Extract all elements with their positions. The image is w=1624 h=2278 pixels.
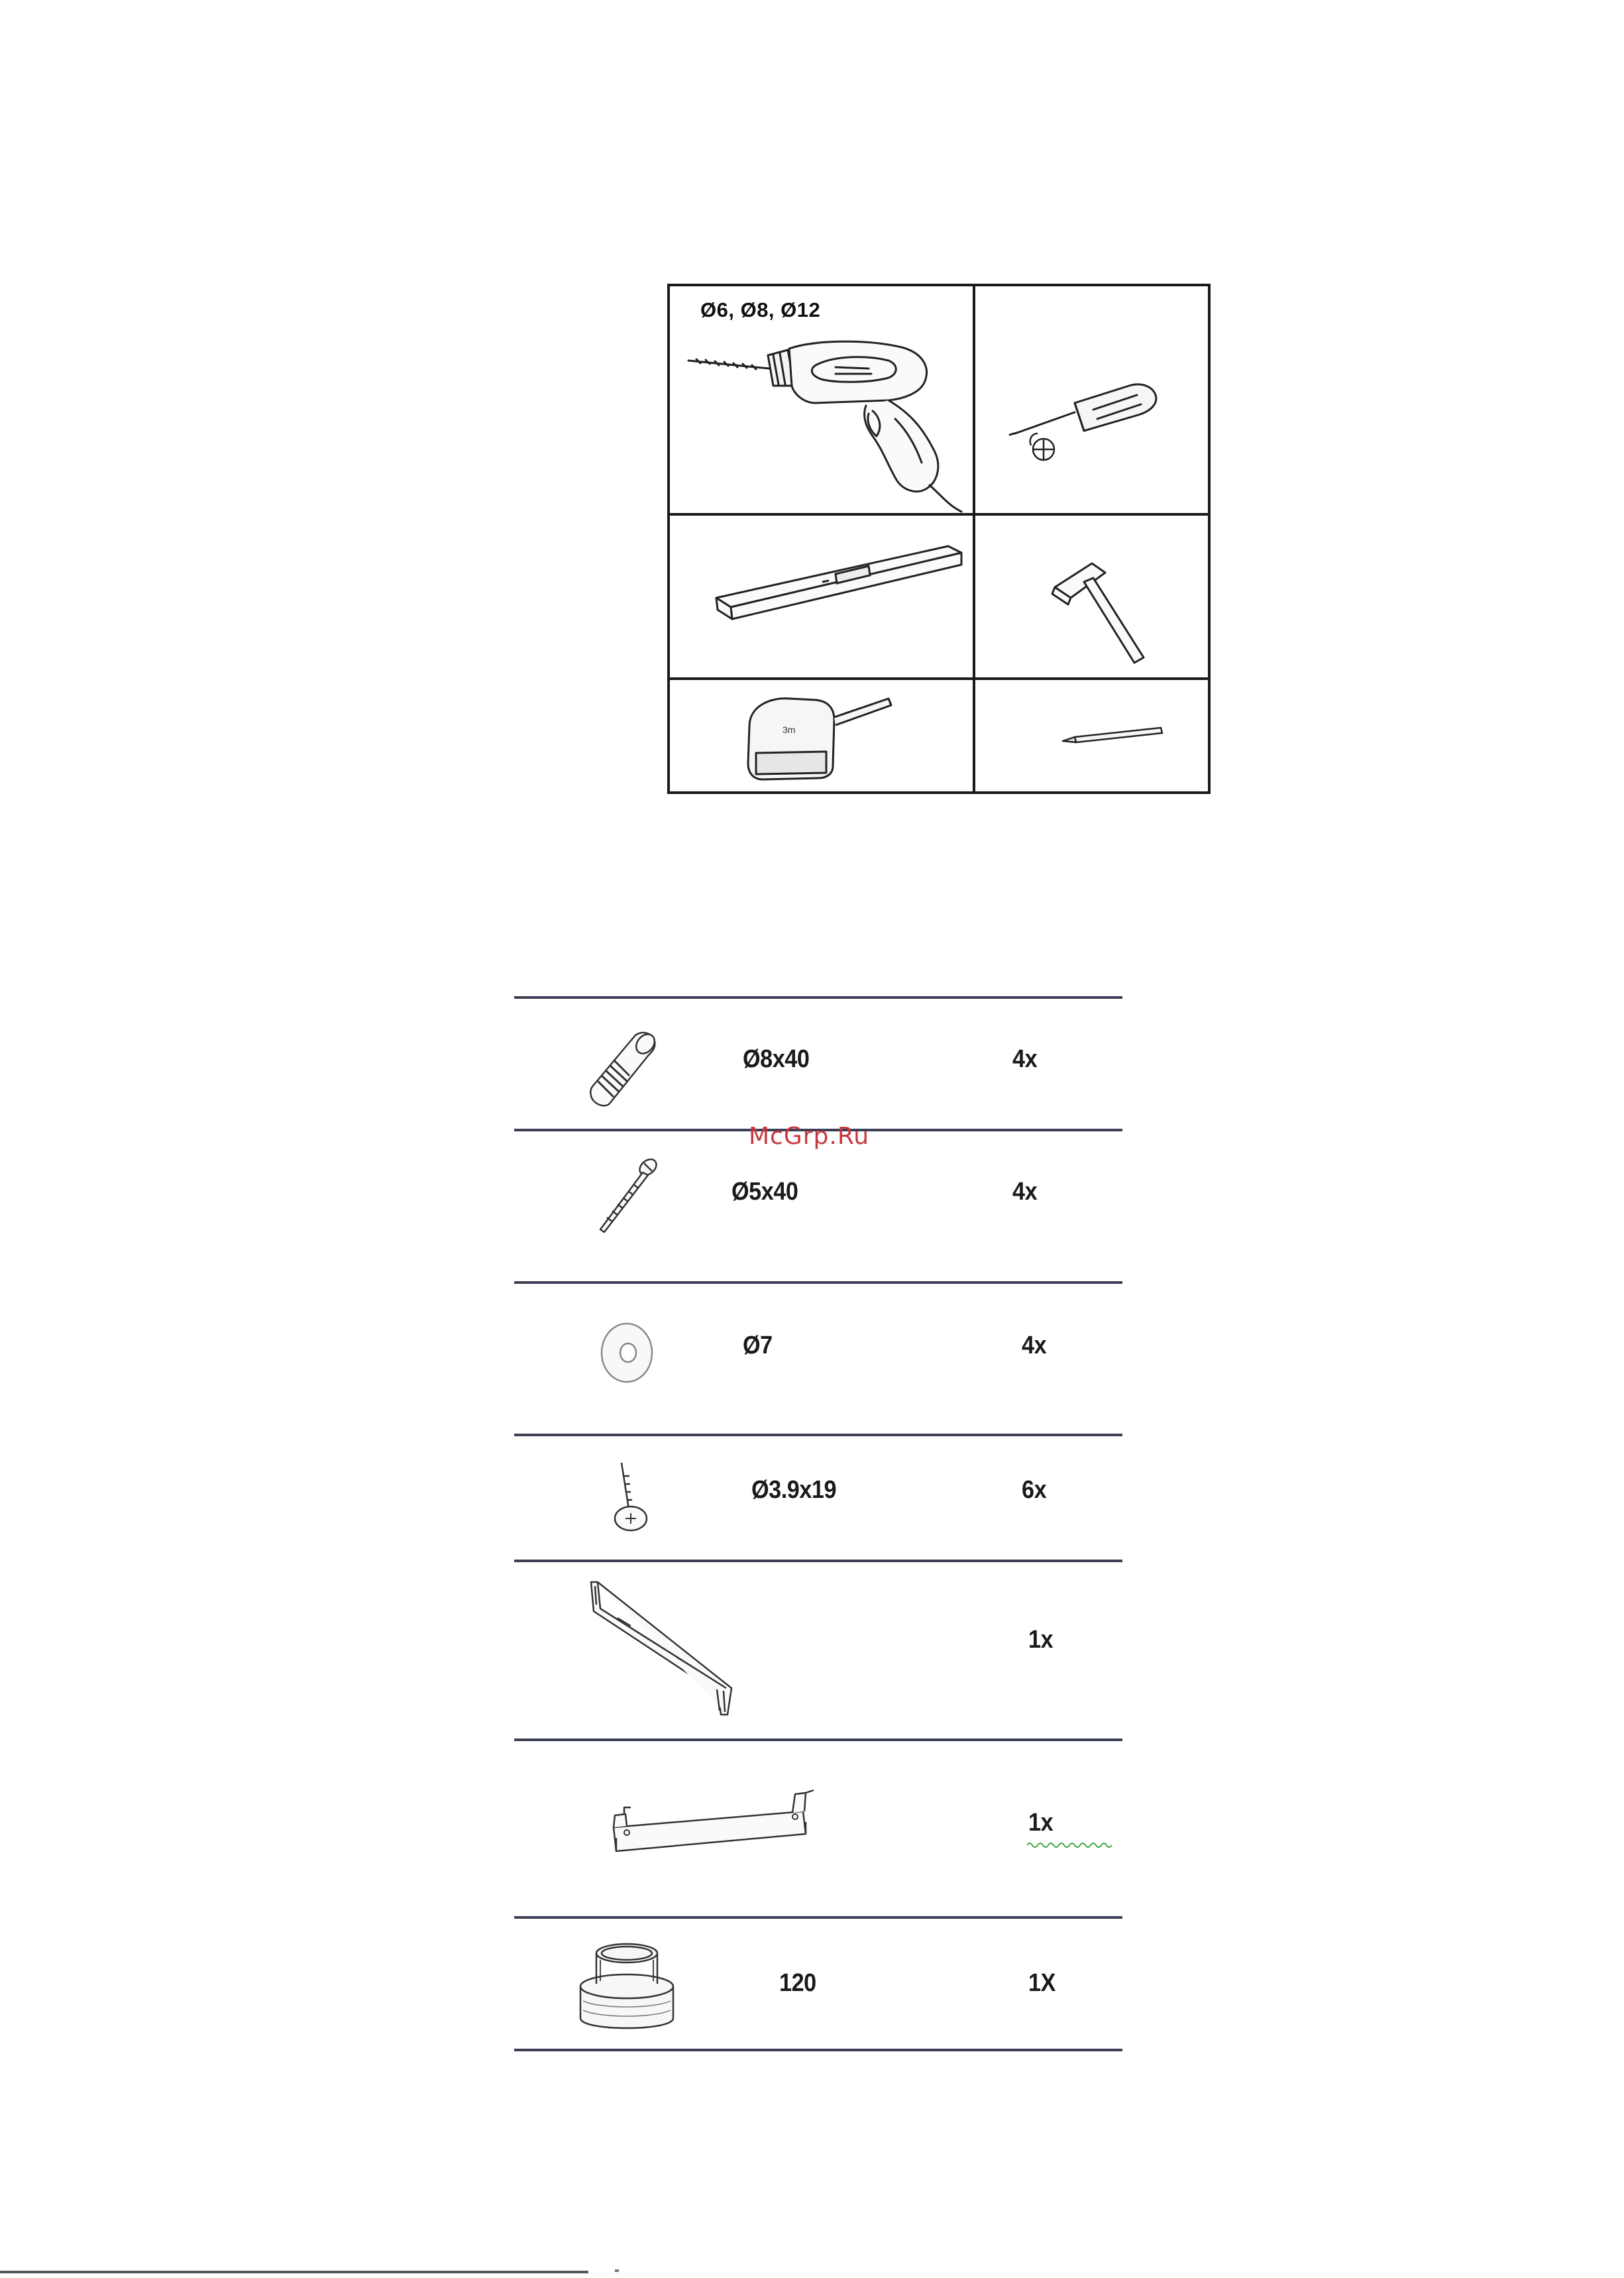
tool-cell-level [670, 516, 973, 677]
duct-adapter-icon [574, 1932, 680, 2045]
hanging-bracket-icon [607, 1774, 832, 1874]
tape-measure-icon [670, 680, 973, 791]
part-row [514, 999, 1122, 1129]
part-row [514, 1919, 1122, 2049]
screw-icon [587, 1151, 667, 1244]
watermark: McGrp.Ru [749, 1123, 870, 1150]
part-qty: 4x [1022, 1332, 1047, 1359]
page-bottom-tick [615, 2269, 619, 2272]
spellcheck-underline [1027, 1841, 1113, 1850]
tool-cell-drill [670, 286, 973, 513]
wall-bracket-icon [578, 1575, 750, 1728]
part-qty: 6x [1022, 1476, 1047, 1504]
svg-text:3m: 3m [783, 724, 796, 735]
part-qty: 1x [1028, 1626, 1054, 1654]
part-row [514, 1131, 1122, 1281]
row-rule [514, 2049, 1122, 2051]
tool-cell-screwdriver [975, 286, 1208, 513]
part-row [514, 1436, 1122, 1560]
part-qty: 4x [1012, 1178, 1038, 1206]
part-row [514, 1284, 1122, 1434]
pencil-icon [975, 680, 1208, 791]
small-screw-icon [600, 1456, 660, 1542]
part-size: Ø8x40 [743, 1045, 810, 1073]
hammer-icon [975, 516, 1208, 677]
part-qty: 1x [1028, 1809, 1054, 1837]
part-size: Ø7 [743, 1332, 773, 1359]
spirit-level-icon [670, 516, 973, 677]
washer-icon [594, 1317, 660, 1390]
part-row [514, 1741, 1122, 1916]
part-size: 120 [779, 1969, 816, 1997]
tool-cell-pencil [975, 680, 1208, 791]
tool-cell-tape [670, 680, 973, 791]
parts-table [514, 996, 1122, 2050]
part-qty: 1X [1028, 1969, 1056, 1997]
drill-bit-sizes: Ø6, Ø8, Ø12 [700, 298, 821, 321]
page-bottom-line [0, 2271, 588, 2273]
tool-cell-hammer [975, 516, 1208, 677]
part-row [514, 1562, 1122, 1738]
part-qty: 4x [1012, 1045, 1038, 1073]
tools-grid [667, 284, 1211, 794]
phillips-screwdriver-icon [975, 286, 1208, 513]
part-size: Ø3.9x19 [751, 1476, 837, 1504]
part-size: Ø5x40 [731, 1178, 798, 1206]
wall-plug-icon [580, 1025, 673, 1111]
